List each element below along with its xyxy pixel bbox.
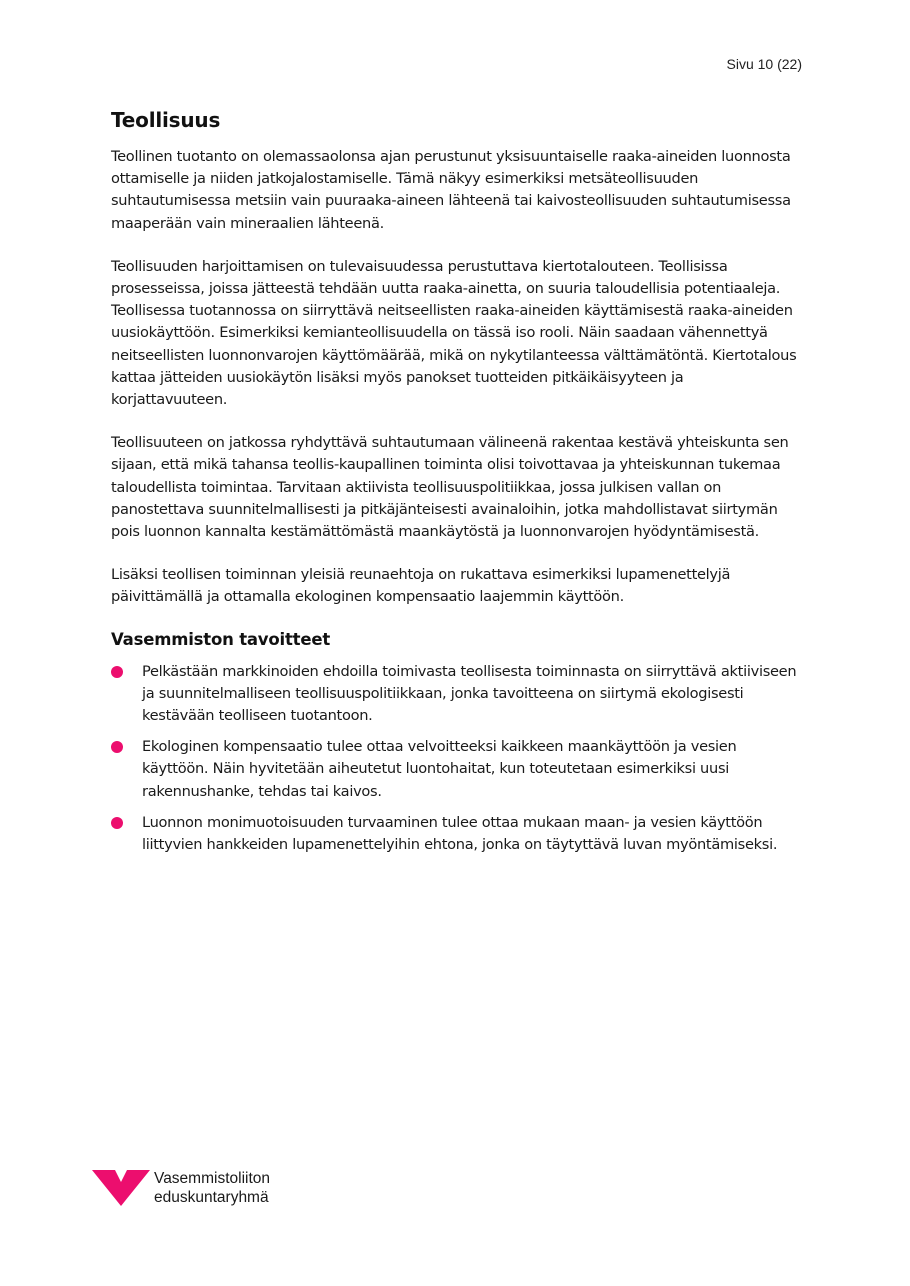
- bullet-dot-icon: [111, 817, 123, 829]
- list-item: [111, 661, 801, 728]
- page-number: Sivu 10 (22): [726, 56, 802, 72]
- main-content: [111, 108, 801, 865]
- paragraph: Teollisuuden harjoittamisen on tulevaisuudessa perustuttava kiertotalouteen. Teollisissa prosesseissa, joissa jätteestä tehdään uutta raaka-ainetta, on suuria taloudellisia potentiaaleja. Teollisessa tuotannossa on siirryttävä neitseellisten raaka-aineiden käyttämisestä raaka-aineiden uusiokäyttöön. Esimerkiksi kemianteollisuudella on tässä iso rooli. Näin saadaan vähennettyä neitseellisten luonnonvarojen käyttömäärää, mikä on nykytilanteessa välttämätöntä. Kiertotalous kattaa jätteiden uusiokäytön lisäksi myös panokset tuotteiden pitkäikäisyyteen ja korjattavuuteen.: [111, 257, 797, 409]
- list-item: [111, 736, 801, 803]
- goals-heading: Vasemmiston tavoitteet: [111, 629, 331, 649]
- section-title: Teollisuus: [111, 108, 221, 132]
- paragraph: Teollisuuteen on jatkossa ryhdyttävä suhtautumaan välineenä rakentaa kestävä yhteiskunta sen sijaan, että mikä tahansa teollis-kaupallinen toiminta olisi toivottavaa ja yhteiskunnan tukemaa taloudellista toimintaa. Tarvitaan aktiivista teollisuuspolitiikkaa, jossa julkisen vallan on panostettava suunnitelmallisesti ja pitkäjänteisesti avainaloihin, jotka mahdollistavat siirtymän pois luonnon kannalta kestämättömästä maankäytöstä ja luonnonvarojen hyödyntämisestä.: [111, 434, 789, 541]
- footer: [92, 1166, 270, 1210]
- list-item-text: Ekologinen kompensaatio tulee ottaa velvoitteeksi kaikkeen maankäyttöön ja vesien käyttöön. Näin hyvitetään aiheutetut luontohaitat, kun toteutetaan esimerkiksi uusi rakennushanke, tehdas tai kaivos.: [142, 738, 737, 800]
- list-item-text: Pelkästään markkinoiden ehdoilla toimivasta teollisesta toiminnasta on siirryttävä aktiiviseen ja suunnitelmalliseen teollisuuspolitiikkaan, jonka tavoitteena on siirtymä ekologisesti kestävään teolliseen tuotantoon.: [142, 662, 797, 725]
- bullet-dot-icon: [111, 666, 123, 678]
- organization-name: [154, 1169, 270, 1207]
- goals-list: [111, 661, 801, 857]
- list-item: [111, 812, 801, 856]
- organization-line-2: eduskuntaryhmä: [154, 1189, 269, 1206]
- bullet-dot-icon: [111, 741, 123, 753]
- paragraph: Teollinen tuotanto on olemassaolonsa ajan perustunut yksisuuntaiselle raaka-aineiden luonnosta ottamiselle ja niiden jatkojalostamiselle. Tämä näkyy esimerkiksi metsäteollisuuden suhtautumisessa metsiin vain puuraaka-aineen lähteenä tai kaivosteollisuuden suhtautumisessa maaperään vain mineraalien lähteenä.: [111, 148, 791, 232]
- paragraph: Lisäksi teollisen toiminnan yleisiä reunaehtoja on rukattava esimerkiksi lupamenettelyjä päivittämällä ja ottamalla ekologinen kompensaatio laajemmin käyttöön.: [111, 566, 731, 606]
- vasemmistoliitto-logo-icon: [92, 1166, 150, 1210]
- organization-line-1: Vasemmistoliiton: [154, 1170, 271, 1187]
- list-item-text: Luonnon monimuotoisuuden turvaaminen tulee ottaa mukaan maan- ja vesien käyttöön liittyvien hankkeiden lupamenettelyihin ehtona, jonka on täytyttävä luvan myöntämiseksi.: [142, 813, 778, 854]
